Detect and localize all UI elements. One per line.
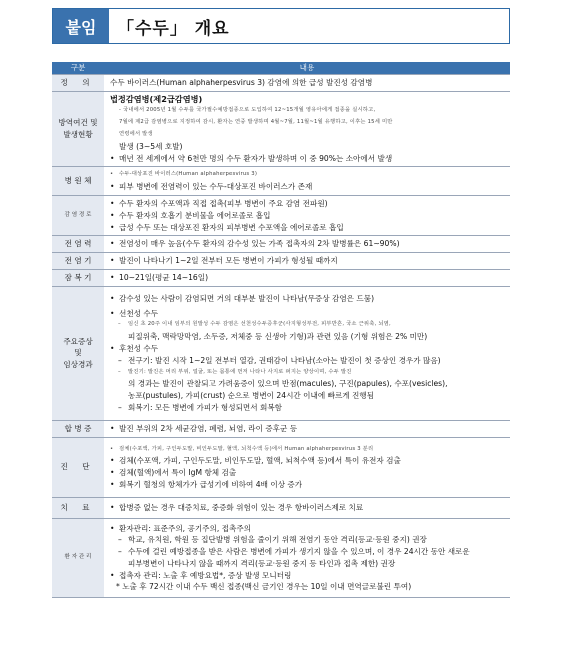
label-complications: 합 병 증 <box>52 420 104 437</box>
status-line-4: 발생 (3~5세 호발) <box>119 141 183 151</box>
transmission-line-2: • 수두 환자의 호흡기 분비물을 에어로졸로 흡입 <box>110 210 504 222</box>
management-content <box>104 518 510 598</box>
status-small-2: 7월에 제2급 감염병으로 지정하여 감시, 환자는 연중 발생하며 4월~7월, 11월~1월 유행하고, 이후는 15세 미만 <box>119 119 393 126</box>
contagious-period-text: • 발진이 나타나기 1~2일 전부터 모든 병변이 가피가 형성될 때까지 <box>110 255 504 267</box>
row-incubation <box>52 269 510 286</box>
row-treatment <box>52 497 510 518</box>
symptoms-line-10: – 회복기: 모든 병변에 가피가 형성되면서 회복함 <box>110 402 504 414</box>
pathogen-line-2: • 피부 병변에 전염력이 있는 수두-대상포진 바이러스가 존재 <box>110 181 504 193</box>
status-small-3: 연령에서 발생 <box>119 130 153 137</box>
management-line-5: • 접촉자 관리: 노출 후 예방요법*, 증상 발생 모니터링 <box>110 570 504 582</box>
pathogen-content <box>104 167 510 196</box>
management-line-2: – 학교, 유치원, 학원 등 집단발병 위험을 줄이기 위해 전염기 동안 격리(등교·등원 중지) 권장 <box>110 534 504 546</box>
definition-text: 수두 바이러스(Human alphaherpesvirus 3) 감염에 의한 급성 발진성 감염병 <box>110 77 373 87</box>
status-line-5: • 매년 전 세계에서 약 6천만 명의 수두 환자가 발생하며 이 중 90%는 소아에서 발생 <box>110 153 504 165</box>
incubation-text: • 10~21일(평균 14~16일) <box>110 272 504 284</box>
symptoms-line-1: • 감수성 있는 사람이 감염되면 거의 대부분 발진이 나타남(무증상 감염은 드뭄) <box>110 293 504 305</box>
diagnosis-content <box>104 437 510 497</box>
row-diagnosis <box>52 437 510 497</box>
header-category: 구분 <box>52 62 104 74</box>
complications-text: • 발진 부위의 2차 세균감염, 폐렴, 뇌염, 라이 증후군 등 <box>110 423 504 435</box>
label-pathogen: 병 원 체 <box>52 167 104 196</box>
row-contagious-period <box>52 253 510 270</box>
overview-table <box>52 62 510 598</box>
diagnosis-line-4: • 회복기 혈청의 항체가가 급성기에 비하여 4배 이상 증가 <box>110 479 504 491</box>
diagnosis-line-3: • 검체(혈액)에서 특이 IgM 항체 검출 <box>110 467 504 479</box>
diagnosis-line-1: • 검체(수포액, 가피, 구인두도말, 비인두도말, 혈액, 뇌척수액 등)에서 Human alphaherpesvirus 3 분리 <box>110 444 504 456</box>
row-definition <box>52 74 510 91</box>
symptoms-line-4: 피질위축, 맥락망막염, 소두증, 저체중 등 신생아 기형)과 관련 있음 (기형 위험은 2% 미만) <box>128 332 428 342</box>
symptoms-line-3: – 임신 초 20주 이내 임부의 원발성 수두 감염은 선천성수두증후군(사지형성부전, 피부반흔, 국소 근위축, 뇌염, <box>110 319 504 331</box>
status-small-1: - 국내에서 2005년 1월 수두를 국가필수예방접종으로 도입하여 12~15개월 영유아에게 접종을 실시하고, <box>119 107 376 114</box>
attachment-tag: 붙임 <box>53 9 109 43</box>
management-line-6: * 노출 후 72시간 이내 수두 백신 접종(백신 금기인 경우는 10일 이내 면역글로불린 투여) <box>116 582 412 592</box>
transmission-content <box>104 195 510 235</box>
symptoms-content <box>104 286 510 420</box>
treatment-text: • 합병증 없는 경우 대증치료, 중증화 위험이 있는 경우 항바이러스제로 치료 <box>110 502 504 514</box>
label-contagious-period: 전 염 기 <box>52 253 104 270</box>
symptoms-line-8: 의 경과는 발진이 관찰되고 가려움증이 있으며 반점(macules), 구진(papules), 수포(vesicles), <box>128 379 448 389</box>
row-transmission <box>52 195 510 235</box>
transmission-line-1: • 수두 환자의 수포액과 직접 접촉(피부 병변이 주요 감염 전파원) <box>110 198 504 210</box>
diagnosis-line-2: • 검체(수포액, 가피, 구인두도말, 비인두도말, 혈액, 뇌척수액 등)에서 특이 유전자 검출 <box>110 455 504 467</box>
symptoms-line-5: • 후천성 수두 <box>110 343 504 355</box>
label-transmission: 감 염 경 로 <box>52 195 104 235</box>
pathogen-line-1: • 수두-대상포진 바이러스(Human alphaherpesvirus 3) <box>110 169 504 181</box>
row-status <box>52 91 510 167</box>
status-content <box>104 91 510 167</box>
label-definition: 정 의 <box>52 74 104 91</box>
symptoms-line-7: – 발진기: 발진은 머리 부위, 얼굴, 또는 몸통에 먼저 나타나 사지로 퍼지는 양상이며, 수두 발진 <box>110 367 504 379</box>
status-title: 법정감염병(제2급감염병) <box>110 93 203 104</box>
label-management: 환 자 관 리 <box>52 518 104 598</box>
row-management <box>52 518 510 598</box>
symptoms-line-6: – 전구기: 발진 시작 1~2일 전부터 열감, 권태감이 나타남(소아는 발진이 첫 증상인 경우가 많음) <box>110 355 504 367</box>
label-diagnosis: 진 단 <box>52 437 104 497</box>
row-infectivity <box>52 236 510 253</box>
label-treatment: 치 료 <box>52 497 104 518</box>
header-content: 내용 <box>104 62 510 74</box>
table-header-row <box>52 62 510 74</box>
label-symptoms: 주요증상 및 임상경과 <box>52 286 104 420</box>
label-incubation: 잠 복 기 <box>52 269 104 286</box>
label-infectivity: 전 염 력 <box>52 236 104 253</box>
symptoms-line-9: 농포(pustules), 가피(crust) 순으로 병변이 24시간 이내에 빠르게 진행됨 <box>128 391 375 401</box>
page-title: 「수두」 개요 <box>117 18 230 39</box>
management-line-3: – 수두에 걸린 예방접종을 받은 사람은 병변에 가피가 생기지 않을 수 있으며, 이 경우 24시간 동안 새로운 <box>110 546 504 558</box>
row-pathogen <box>52 167 510 196</box>
infectivity-text: • 전염성이 매우 높음(수두 환자의 감수성 있는 가족 접촉자의 2차 발병률은 61~90%) <box>110 238 504 250</box>
symptoms-line-2: • 선천성 수두 <box>110 308 504 320</box>
management-line-4: 피부병변이 나타나지 않을 때까지 격리(등교·등원 중지 등 타인과 접촉 제한) 권장 <box>128 558 396 568</box>
label-status: 방역여건 및 발생현황 <box>52 91 104 167</box>
row-symptoms <box>52 286 510 420</box>
row-complications <box>52 420 510 437</box>
page-header <box>52 8 510 44</box>
transmission-line-3: • 급성 수두 또는 대상포진 환자의 피부병변 수포액을 에어로졸로 흡입 <box>110 222 504 234</box>
management-line-1: • 환자관리: 표준주의, 공기주의, 접촉주의 <box>110 523 504 535</box>
